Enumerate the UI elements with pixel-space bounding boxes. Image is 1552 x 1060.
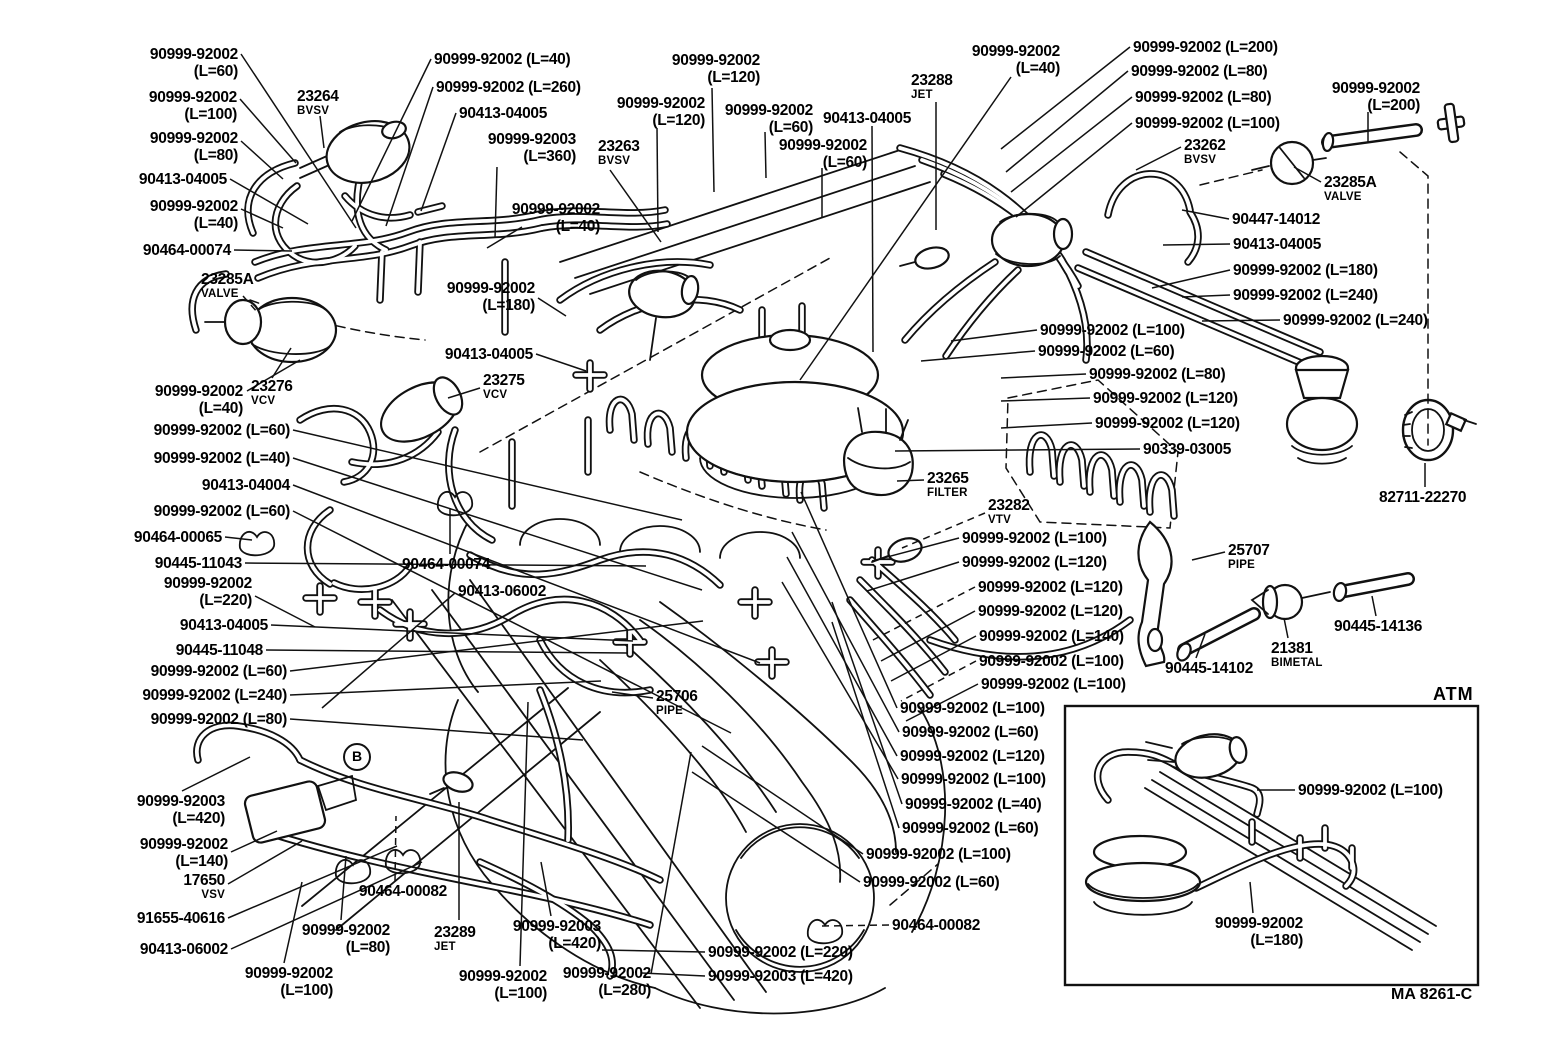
part-label [563,965,651,999]
part-label [154,503,290,520]
part-label [979,653,1124,670]
part-label [962,530,1107,547]
part-number: 90999-92002 (L=40) [153,450,290,467]
part-label [149,89,237,123]
part-number: 23276 [251,378,293,395]
part-label [458,583,546,600]
part-label [402,556,490,573]
part-number: 90999-92002 [778,137,867,154]
part-number: 90999-92002 (L=120) [962,554,1107,571]
part-label [979,628,1124,645]
part-sublabel: BVSV [297,105,330,117]
part-number: 90999-92003 [136,793,225,810]
atm-inset-title: ATM [1433,684,1474,704]
part-label [962,554,1107,571]
part-number: 90999-92002 (L=60) [1038,343,1175,360]
part-label [513,918,601,952]
part-number: 90999-92002 [671,52,760,69]
part-number: 90999-92002 (L=240) [1283,312,1428,329]
part-number: 90999-92003 (L=420) [708,968,853,985]
part-sublabel: VALVE [201,288,239,300]
part-sublabel: BVSV [1184,154,1217,166]
part-label [905,796,1041,813]
part-number: 25707 [1228,542,1270,559]
part-sublabel: (L=360) [523,148,576,165]
part-number: 90445-11048 [175,642,263,659]
part-number: 90999-92002 (L=120) [900,748,1045,765]
part-label [139,171,227,188]
part-number: 90999-92002 [1214,915,1303,932]
part-label [445,346,533,363]
part-number: 90999-92002 (L=220) [708,944,853,961]
part-number: 90413-06002 [458,583,547,600]
part-number: 21381 [1271,640,1313,657]
part-label [927,470,969,499]
part-number: 90999-92002 [148,89,237,106]
part-label [972,43,1060,77]
part-number: 90413-04005 [823,110,912,127]
part-label [1324,174,1377,203]
part-number: 90999-92002 (L=100) [866,846,1011,863]
part-number: 90999-92002 [301,922,390,939]
part-sublabel: (L=40) [555,218,600,235]
part-label [488,131,576,165]
part-number: 90999-92002 [562,965,651,982]
part-sublabel: (L=60) [768,119,813,136]
part-number: 90413-04005 [459,105,548,122]
part-label [900,700,1045,717]
part-number: 90999-92002 (L=200) [1133,39,1278,56]
part-label [143,242,231,259]
part-label [1379,489,1466,506]
part-sublabel: (L=180) [482,297,535,314]
part-number: 90999-92002 (L=100) [1135,115,1280,132]
part-sublabel: (L=60) [193,63,238,80]
part-label [1334,618,1422,635]
part-label [434,924,476,953]
part-sublabel: (L=60) [822,154,867,171]
part-sublabel: (L=140) [175,853,228,870]
part-sublabel: (L=40) [1015,60,1060,77]
part-number: 90999-92002 [511,201,600,218]
part-label [978,603,1123,620]
part-number: 90445-11043 [154,555,242,572]
part-number: 90999-92002 (L=80) [1135,89,1272,106]
part-label [1093,390,1238,407]
part-number: 90999-92002 (L=60) [902,820,1039,837]
part-label [1038,343,1174,360]
part-sublabel: (L=40) [193,215,238,232]
part-label [1271,640,1323,669]
part-label [251,378,293,407]
part-number: 90464-00082 [892,917,981,934]
part-label [1089,366,1225,383]
part-label [892,917,980,934]
part-label [245,965,333,999]
part-sublabel: (L=280) [598,982,651,999]
part-label [1184,137,1226,166]
part-sublabel: (L=40) [198,400,243,417]
part-number: 23265 [927,470,969,487]
part-sublabel: (L=120) [652,112,705,129]
part-label [134,529,222,546]
drawing-code: MA 8261-C [1391,986,1473,1003]
part-number: 90999-92002 (L=100) [900,700,1045,717]
part-sublabel: (L=80) [193,147,238,164]
part-sublabel: BIMETAL [1271,657,1323,669]
part-label [201,271,254,300]
part-number: 90999-92002 (L=40) [905,796,1042,813]
part-label [823,110,911,127]
part-number: 23285A [201,271,254,288]
part-label [436,79,581,96]
part-label [151,663,287,680]
part-sublabel: VCV [251,395,276,407]
part-label [708,968,853,985]
part-label [142,687,287,704]
part-label [1040,322,1185,339]
part-number: 90445-14102 [1165,660,1254,677]
part-sublabel: VCV [483,389,508,401]
part-label [137,793,225,827]
circled-reference-b: B [343,743,371,771]
part-number: 23262 [1184,137,1226,154]
part-sublabel: (L=80) [345,939,390,956]
part-number: 90999-92002 [616,95,705,112]
part-number: 23288 [911,72,953,89]
part-label [1233,287,1378,304]
part-sublabel: VTV [988,514,1011,526]
part-label [140,941,228,958]
part-label [617,95,705,129]
part-sublabel: PIPE [1228,559,1256,571]
part-label [1233,262,1378,279]
part-label [447,280,535,314]
part-label [150,198,238,232]
part-number: 17650 [183,872,225,889]
part-label [512,201,600,235]
part-label [150,46,238,80]
part-sublabel: VALVE [1324,191,1362,203]
part-number: 90999-92002 (L=120) [1093,390,1238,407]
part-label [434,51,570,68]
part-number: 82711-22270 [1379,489,1467,506]
part-label [155,383,243,417]
part-number: 90999-92002 (L=100) [1040,322,1185,339]
part-number: 90999-92002 (L=80) [1089,366,1226,383]
part-label [151,711,287,728]
part-number: 90999-92002 [149,198,238,215]
part-number: 90999-92002 [971,43,1060,60]
part-label [1135,115,1280,132]
part-label [1135,89,1271,106]
part-sublabel: JET [434,941,456,953]
part-number: 90464-00074 [142,242,231,259]
part-label [459,968,547,1002]
part-label [180,617,268,634]
part-sublabel: (L=100) [494,985,547,1002]
part-number: 90999-92002 (L=60) [902,724,1039,741]
part-sublabel: (L=200) [1367,97,1420,114]
part-number: 90999-92002 (L=100) [981,676,1126,693]
part-label [1232,211,1320,228]
part-sublabel: (L=220) [199,592,252,609]
part-label [297,88,339,117]
part-label [302,922,390,956]
part-number: 90999-92002 [139,836,228,853]
part-number: 90999-92002 (L=80) [1131,63,1268,80]
part-number: 90999-92002 (L=40) [434,51,571,68]
part-number: 90464-00065 [133,529,222,546]
part-label [656,688,698,717]
part-number: 90999-92002 [244,965,333,982]
part-label [901,771,1046,788]
part-number: 23289 [434,924,476,941]
part-number: 90999-92002 (L=260) [436,79,581,96]
part-sublabel: (L=180) [1250,932,1303,949]
part-label [863,874,999,891]
part-number: 23282 [988,497,1030,514]
part-sublabel: FILTER [927,487,968,499]
part-label [1095,415,1240,432]
part-label [459,105,547,122]
part-number: 90999-92002 (L=120) [978,579,1123,596]
part-label [902,820,1038,837]
part-sublabel: JET [911,89,933,101]
part-number: 90999-92002 (L=60) [150,663,287,680]
part-label [164,575,252,609]
part-label [1215,915,1303,949]
part-label [598,138,640,167]
part-number: 90999-92003 [512,918,601,935]
part-number: 90999-92002 [724,102,813,119]
part-number: 90999-92002 [458,968,547,985]
part-label [359,883,447,900]
part-sublabel: VSV [201,889,225,901]
part-number: 90999-92002 (L=120) [1095,415,1240,432]
part-sublabel: (L=420) [172,810,225,827]
part-label [672,52,760,86]
part-label [183,872,225,901]
part-number: 90999-92002 (L=140) [979,628,1124,645]
part-number: 90999-92002 [149,46,238,63]
part-number: 90999-92002 (L=100) [979,653,1124,670]
part-label [1133,39,1278,56]
part-number: 90999-92002 [1331,80,1420,97]
part-number: 90413-04005 [179,617,268,634]
part-number: 90999-92002 (L=240) [142,687,287,704]
part-label [866,846,1011,863]
part-number: 91655-40616 [136,910,225,927]
part-label [708,944,853,961]
part-label [140,836,228,870]
part-sublabel: PIPE [656,705,684,717]
part-number: 90413-04005 [1233,236,1322,253]
part-label [137,910,225,927]
part-number: 90464-00082 [358,883,447,900]
part-number: 90999-92002 [446,280,535,297]
part-number: 90999-92002 (L=120) [978,603,1123,620]
part-sublabel: (L=100) [280,982,333,999]
part-number: 23285A [1324,174,1377,191]
part-number: 90413-04005 [138,171,227,188]
part-number: 90999-92002 (L=60) [153,422,290,439]
part-label [1283,312,1428,329]
part-label [988,497,1030,526]
part-number: 90445-14136 [1334,618,1423,635]
part-label [981,676,1126,693]
part-number: 90999-92002 (L=60) [153,503,290,520]
part-number: 90447-14012 [1232,211,1321,228]
part-number: 90999-92002 (L=100) [1298,782,1443,799]
part-number: 90413-06002 [139,941,228,958]
part-label [1228,542,1270,571]
part-label [1165,660,1253,677]
part-number: 90999-92002 (L=180) [1233,262,1378,279]
part-label [154,422,290,439]
part-label [1298,782,1443,799]
part-number: 23264 [297,88,339,105]
part-number: 90413-04005 [444,346,533,363]
part-label [1233,236,1321,253]
part-number: 23263 [598,138,640,155]
part-label [978,579,1123,596]
part-label [911,72,953,101]
part-label [1332,80,1420,114]
part-label [202,477,290,494]
part-label [154,450,290,467]
part-label [902,724,1038,741]
part-label [483,372,525,401]
part-label [176,642,263,659]
part-label [900,748,1045,765]
part-number: 90999-92002 (L=80) [150,711,287,728]
part-number: 90339-03005 [1143,441,1232,458]
part-label [1131,63,1267,80]
part-number: 90999-92002 [154,383,243,400]
part-number: 90999-92002 (L=60) [863,874,1000,891]
part-number: 90999-92003 [487,131,576,148]
part-number: 90999-92002 (L=100) [901,771,1046,788]
part-sublabel: (L=120) [707,69,760,86]
part-label [725,102,813,136]
part-number: 25706 [656,688,698,705]
part-number: 23275 [483,372,525,389]
part-number: 90999-92002 [149,130,238,147]
part-number: 90999-92002 (L=240) [1233,287,1378,304]
part-number: 90464-00074 [402,556,491,573]
part-sublabel: BVSV [598,155,631,167]
part-label [150,130,238,164]
part-number: 90999-92002 [163,575,252,592]
part-number: 90413-04004 [201,477,290,494]
part-label [779,137,867,171]
part-sublabel: (L=420) [548,935,601,952]
part-sublabel: (L=100) [184,106,237,123]
part-label [155,555,242,572]
part-number: 90999-92002 (L=100) [962,530,1107,547]
part-label [1143,441,1231,458]
